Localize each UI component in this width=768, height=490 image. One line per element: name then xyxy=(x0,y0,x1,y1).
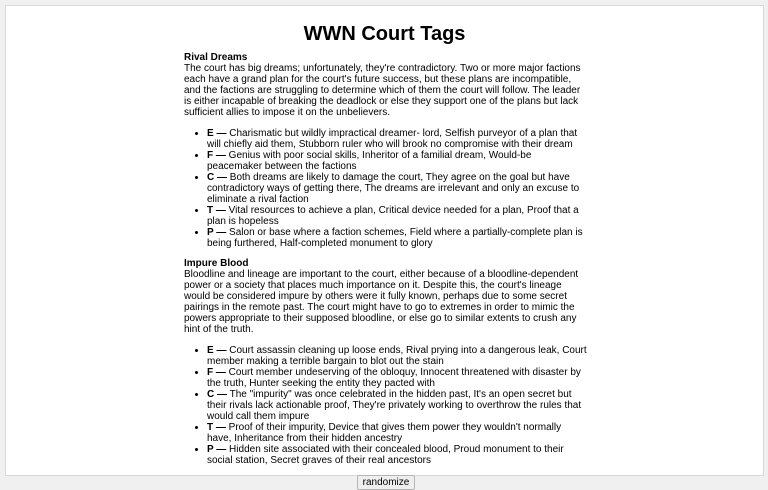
tag-section-rival-dreams xyxy=(184,52,588,249)
item-key: F — xyxy=(207,367,226,378)
section-title: Rival Dreams xyxy=(184,52,248,63)
content xyxy=(184,52,588,490)
item-key: C — xyxy=(207,389,227,400)
item-key: P — xyxy=(207,227,227,238)
item-text: Proof of their impurity, Device that gives them power they wouldn't normally have, Inheritance from their hidden ancestry xyxy=(207,422,562,444)
randomize-button[interactable]: randomize xyxy=(357,475,416,490)
item-text: Hidden site associated with their concealed blood, Proud monument to their social station, Secret graves of their real ancestors xyxy=(207,444,564,466)
tag-list xyxy=(184,345,588,466)
button-row xyxy=(184,475,588,490)
item-text: Both dreams are likely to damage the court, They agree on the goal but have contradictory ways of getting there, The dreams are irrelevant and only an excuse to eliminate a rival faction xyxy=(207,172,580,205)
item-key: E — xyxy=(207,345,227,356)
page-frame xyxy=(5,5,764,488)
item-key: C — xyxy=(207,172,227,183)
list-item xyxy=(207,150,588,172)
list-item xyxy=(207,227,588,249)
section-title: Impure Blood xyxy=(184,258,249,269)
list-item xyxy=(207,345,588,367)
list-item xyxy=(207,205,588,227)
item-text: Court assassin cleaning up loose ends, Rival prying into a dangerous leak, Court member making a terrible bargain to blot out the stain xyxy=(207,345,587,367)
item-key: T — xyxy=(207,422,226,433)
list-item xyxy=(207,422,588,444)
item-text: Charismatic but wildly impractical dreamer- lord, Selfish purveyor of a plan that will chiefly aid them, Stubborn ruler who will brook no compromise with their dream xyxy=(207,128,578,150)
list-item xyxy=(207,367,588,389)
item-key: P — xyxy=(207,444,227,455)
list-item xyxy=(207,444,588,466)
item-text: Genius with poor social skills, Inheritor of a familial dream, Would-be peacemaker between the factions xyxy=(207,150,532,172)
list-item xyxy=(207,389,588,422)
item-text: Salon or base where a faction schemes, Field where a partially-complete plan is being furthered, Half-completed monument to glory xyxy=(207,227,583,249)
tag-list xyxy=(184,128,588,249)
section-description: The court has big dreams; unfortunately, they're contradictory. Two or more major factions each have a grand plan for the court's future success, but these plans are incompatible, and the factions are struggling to determine which of them the court will follow. The leader is either incapable of breaking the deadlock or else they support one of the plans but lack sufficient allies to impose it on the unbelievers. xyxy=(184,63,581,118)
list-item xyxy=(207,172,588,205)
item-text: Court member undeserving of the obloquy, Innocent threatened with disaster by the truth, Hunter seeking the entity they pacted with xyxy=(207,367,581,389)
tag-section-impure-blood xyxy=(184,258,588,466)
item-text: Vital resources to achieve a plan, Critical device needed for a plan, Proof that a plan is hopeless xyxy=(207,205,579,227)
item-key: F — xyxy=(207,150,226,161)
section-description: Bloodline and lineage are important to the court, either because of a bloodline-dependent power or a society that places much importance on it. Despite this, the court's lineage would be considered impure by others were it fully known, perhaps due to some secret pairings in the remote past. The court might have to go to extremes in order to mimic the powers appropriate to their supposed bloodline, or else go to similar extents to crush any hint of the truth. xyxy=(184,269,579,335)
item-key: E — xyxy=(207,128,227,139)
list-item xyxy=(207,128,588,150)
page-title: WWN Court Tags xyxy=(303,23,466,45)
item-text: The "impurity" was once celebrated in the hidden past, It's an open secret but their rivals lack actionable proof, They're privately working to overthrow the rules that would call them impure xyxy=(207,389,582,422)
item-key: T — xyxy=(207,205,226,216)
